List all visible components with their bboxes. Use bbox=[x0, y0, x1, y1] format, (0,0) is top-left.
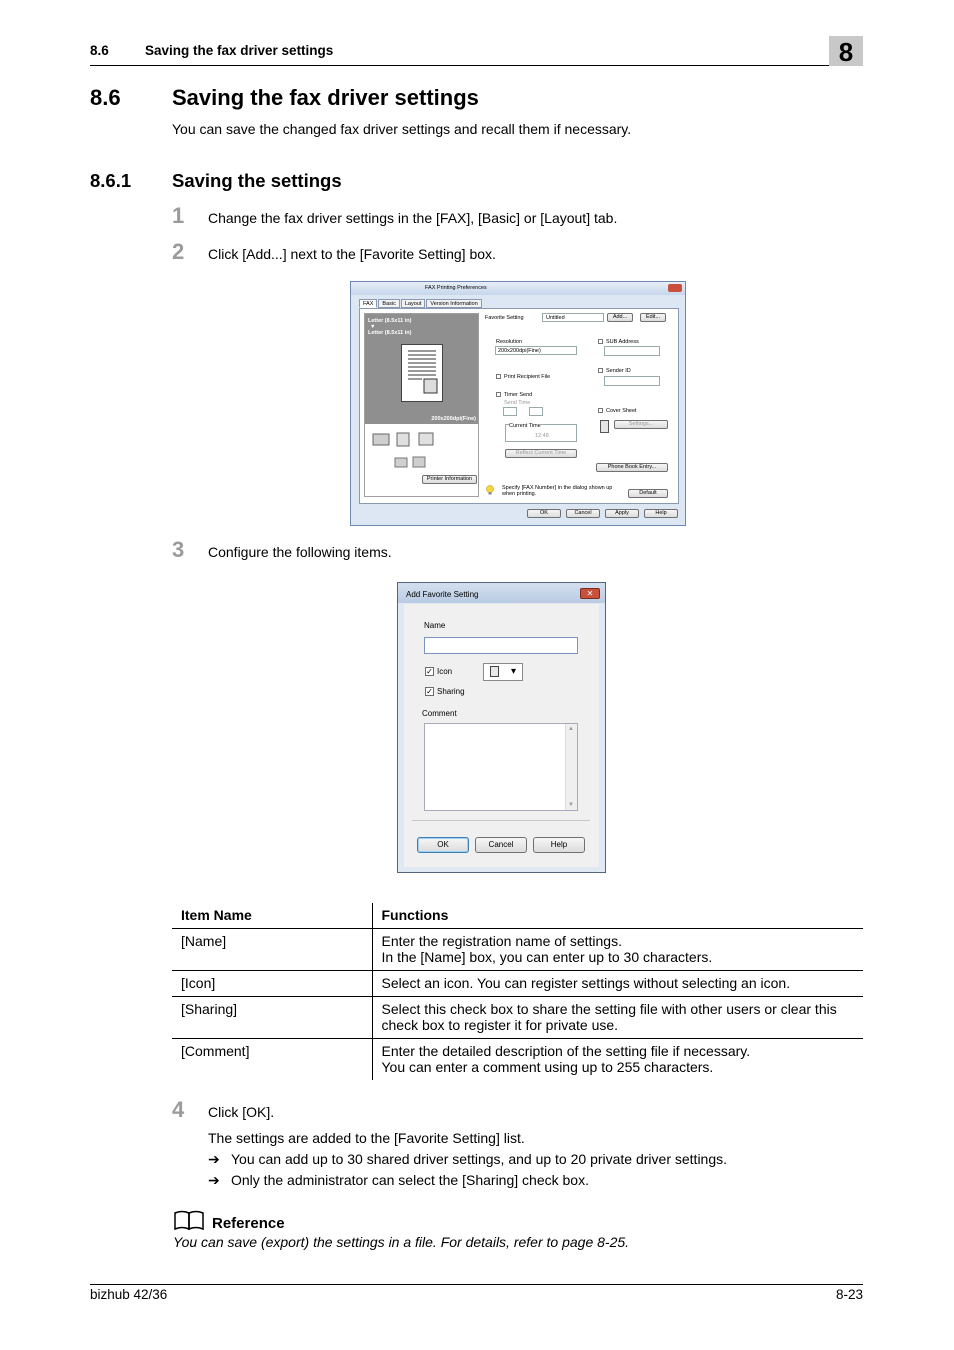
bullet-text: Only the administrator can select the [Sharing] check box. bbox=[231, 1172, 589, 1188]
step-text: Click [Add...] next to the [Favorite Setting] box. bbox=[208, 246, 496, 262]
functions-line: You can enter a comment using up to 255 characters. bbox=[381, 1058, 714, 1075]
resolution-label: Resolution bbox=[496, 339, 522, 345]
header-section-title: Saving the fax driver settings bbox=[145, 43, 334, 58]
dialog-body bbox=[404, 604, 599, 867]
functions-line: check box to register it for private use. bbox=[381, 1016, 619, 1033]
title-bar bbox=[398, 583, 605, 603]
functions-cell bbox=[372, 970, 863, 996]
send-minute-spinner[interactable] bbox=[529, 407, 543, 416]
step-number: 2 bbox=[172, 239, 185, 264]
preview-output-size: Letter (8.5x11 in) bbox=[368, 330, 412, 336]
item-name-cell: [Comment] bbox=[172, 1038, 372, 1080]
step-text: Click [OK]. bbox=[208, 1104, 275, 1120]
cover-sheet-icon bbox=[600, 420, 609, 433]
footer-page-number: 8-23 bbox=[835, 1287, 863, 1302]
item-name-cell: [Name] bbox=[172, 928, 372, 970]
functions-cell bbox=[372, 1038, 863, 1080]
tab-layout[interactable]: Layout bbox=[401, 299, 426, 308]
resolution-select[interactable] bbox=[495, 346, 577, 355]
sharing-label: Sharing bbox=[437, 687, 465, 696]
bullet-item bbox=[208, 1151, 727, 1168]
settings-table bbox=[172, 903, 863, 1080]
add-button[interactable]: Add... bbox=[607, 313, 633, 322]
favorite-setting-select[interactable] bbox=[542, 313, 604, 322]
item-name-cell: [Icon] bbox=[172, 970, 372, 996]
sender-id-input[interactable] bbox=[604, 376, 660, 386]
icon-select[interactable] bbox=[483, 663, 523, 681]
timer-send-label: Timer Send bbox=[504, 392, 533, 398]
cover-sheet-label: Cover Sheet bbox=[606, 408, 637, 414]
tab-version-information[interactable]: Version Information bbox=[426, 299, 481, 308]
ok-button[interactable]: OK bbox=[527, 509, 561, 518]
subsection-number: 8.6.1 bbox=[90, 170, 132, 191]
help-button[interactable]: Help bbox=[533, 837, 585, 853]
help-button[interactable]: Help bbox=[644, 509, 678, 518]
current-time-value: 12:48 bbox=[535, 433, 549, 439]
current-time-label: Current Time bbox=[509, 423, 541, 429]
hint-text: Specify [FAX Number] in the dialog shown up when printing. bbox=[502, 485, 613, 497]
sub-address-label: SUB Address bbox=[606, 339, 639, 345]
sub-address-checkbox[interactable] bbox=[598, 339, 603, 344]
print-recipient-file-checkbox[interactable] bbox=[496, 374, 501, 379]
preview-area bbox=[365, 314, 478, 424]
step-text: Configure the following items. bbox=[208, 544, 392, 560]
footer-rule bbox=[90, 1284, 863, 1285]
apply-button[interactable]: Apply bbox=[605, 509, 639, 518]
page-preview-icon bbox=[401, 344, 443, 402]
resolution-value: 200x200dpi(Fine) bbox=[498, 348, 541, 354]
tab-fax[interactable]: FAX bbox=[359, 299, 377, 308]
functions-line: In the [Name] box, you can enter up to 30 characters. bbox=[381, 948, 713, 965]
step-text: Change the fax driver settings in the [FAX], [Basic] or [Layout] tab. bbox=[208, 210, 618, 226]
ok-button[interactable]: OK bbox=[417, 837, 469, 853]
reference-title: Reference bbox=[212, 1215, 285, 1232]
comment-scrollbar[interactable] bbox=[565, 724, 577, 810]
bullet-text: You can add up to 30 shared driver settings, and up to 20 private driver settings. bbox=[231, 1151, 728, 1167]
table-row bbox=[172, 996, 863, 1038]
header-rule bbox=[90, 65, 863, 66]
cover-settings-button[interactable]: Settings... bbox=[614, 420, 668, 429]
device-icons bbox=[371, 430, 471, 448]
header-section-number: 8.6 bbox=[90, 43, 109, 58]
add-favorite-setting-dialog bbox=[397, 582, 606, 873]
column-header: Functions bbox=[372, 903, 863, 928]
step-number: 4 bbox=[172, 1097, 185, 1122]
current-time-group bbox=[505, 424, 577, 442]
footer-product: bizhub 42/36 bbox=[90, 1287, 168, 1302]
cancel-button[interactable]: Cancel bbox=[475, 837, 527, 853]
dialog-title: Add Favorite Setting bbox=[406, 590, 479, 599]
cover-sheet-checkbox[interactable] bbox=[598, 408, 603, 413]
divider bbox=[412, 820, 590, 821]
section-title: Saving the fax driver settings bbox=[172, 85, 479, 110]
section-number: 8.6 bbox=[90, 85, 121, 110]
subsection-title: Saving the settings bbox=[172, 170, 342, 191]
send-time-label: Send Time bbox=[504, 400, 531, 406]
table-row bbox=[172, 928, 863, 970]
timer-send-checkbox[interactable] bbox=[496, 392, 501, 397]
table-row bbox=[172, 970, 863, 996]
preview-paper-size: Letter (8.5x11 in) bbox=[368, 318, 412, 324]
preview-arrow: ▼ bbox=[370, 324, 376, 330]
step-number: 3 bbox=[172, 537, 185, 562]
table-row bbox=[172, 1038, 863, 1080]
favorite-setting-value: Untitled bbox=[546, 315, 565, 321]
name-input[interactable] bbox=[424, 637, 578, 654]
scroll-up-icon[interactable]: ▲ bbox=[568, 726, 574, 732]
printer-information-button[interactable]: Printer Information bbox=[422, 475, 477, 484]
favorite-setting-label: Favorite Setting bbox=[485, 315, 524, 321]
send-hour-spinner[interactable] bbox=[503, 407, 517, 416]
preview-panel bbox=[364, 313, 479, 497]
chevron-down-icon: ▾ bbox=[511, 666, 517, 677]
tab-bar bbox=[359, 299, 483, 308]
functions-line: Select this check box to share the setting file with other users or clear this bbox=[381, 1000, 837, 1017]
close-button[interactable] bbox=[668, 284, 682, 292]
cancel-button[interactable]: Cancel bbox=[566, 509, 600, 518]
print-recipient-file-label: Print Recipient File bbox=[504, 374, 551, 380]
section-intro: You can save the changed fax driver settings and recall them if necessary. bbox=[172, 121, 632, 137]
sender-id-checkbox[interactable] bbox=[598, 368, 603, 373]
fax-tab-pane bbox=[359, 308, 679, 504]
functions-cell bbox=[372, 928, 863, 970]
scroll-down-icon[interactable]: ▼ bbox=[568, 802, 574, 808]
column-header: Item Name bbox=[172, 903, 372, 928]
arrow-icon: ➔ bbox=[208, 1151, 220, 1167]
chapter-badge: 8 bbox=[829, 36, 863, 66]
bullet-item bbox=[208, 1172, 589, 1189]
functions-line: Enter the registration name of settings. bbox=[381, 932, 622, 949]
dialog-title: FAX Printing Preferences bbox=[425, 285, 487, 291]
comment-textarea[interactable] bbox=[424, 723, 578, 811]
sharing-checkbox[interactable]: ✓ bbox=[426, 687, 433, 696]
document-icon bbox=[490, 666, 499, 677]
phone-book-entry-button[interactable]: Phone Book Entry... bbox=[596, 463, 668, 472]
book-icon bbox=[173, 1209, 205, 1231]
icon-checkbox[interactable]: ✓ bbox=[426, 667, 433, 676]
reflect-current-time-button[interactable]: Reflect Current Time bbox=[505, 449, 577, 458]
icon-label: Icon bbox=[437, 667, 453, 676]
tab-basic[interactable]: Basic bbox=[378, 299, 399, 308]
name-label: Name bbox=[424, 621, 446, 630]
step-number: 1 bbox=[172, 203, 185, 228]
preview-resolution: 200x200dpi(Fine) bbox=[431, 416, 476, 422]
default-button[interactable]: Default bbox=[628, 489, 668, 498]
functions-line: Select an icon. You can register settings without selecting an icon. bbox=[381, 974, 791, 991]
reference-text: You can save (export) the settings in a file. For details, refer to page 8-25. bbox=[173, 1234, 630, 1250]
lightbulb-icon bbox=[486, 485, 494, 495]
functions-cell bbox=[372, 996, 863, 1038]
title-bar bbox=[351, 282, 685, 295]
functions-line: Enter the detailed description of the setting file if necessary. bbox=[381, 1042, 751, 1059]
item-name-cell: [Sharing] bbox=[172, 996, 372, 1038]
sender-id-label: Sender ID bbox=[606, 368, 631, 374]
sub-address-input[interactable] bbox=[604, 346, 660, 356]
table-header-row bbox=[172, 903, 863, 928]
printer-icons bbox=[393, 454, 463, 470]
comment-label: Comment bbox=[422, 709, 457, 718]
close-button[interactable]: ✕ bbox=[580, 588, 600, 599]
step-result-text: The settings are added to the [Favorite Setting] list. bbox=[208, 1130, 525, 1146]
fax-printing-preferences-dialog bbox=[350, 281, 686, 526]
arrow-icon: ➔ bbox=[208, 1172, 220, 1188]
edit-button[interactable]: Edit... bbox=[640, 313, 666, 322]
